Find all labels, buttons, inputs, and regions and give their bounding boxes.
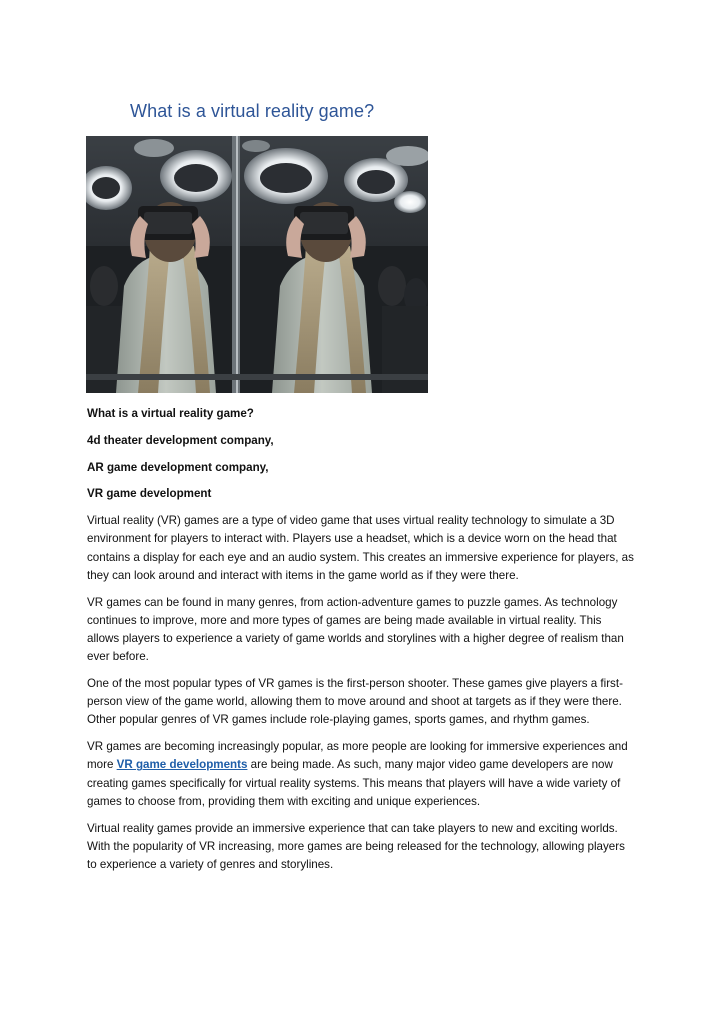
paragraph-1: Virtual reality (VR) games are a type of video game that uses virtual reality technology to simulate a 3D environment for players to interact with. Players use a headset, which is a device worn on the head that contains a display for each eye and an audio system. This creates an immersive experience for players, as they can look around and interact with items in the game world as if they were there. xyxy=(87,514,634,582)
paragraph-3: One of the most popular types of VR games is the first-person shooter. These games give players a first-person view of the game world, allowing them to move around and shoot at targets as if they were there. Other popular genres of VR games include role-playing games, sports games, and rhythm games. xyxy=(87,677,623,727)
heading-4d-theater: 4d theater development company, xyxy=(87,433,274,447)
paragraph-4-start: VR games are becoming increasingly popular, as more people are looking for immersive experiences and more xyxy=(87,740,628,772)
vr-game-developments-link[interactable]: VR game developments xyxy=(116,758,248,772)
heading-what-is-vr: What is a virtual reality game? xyxy=(87,407,254,420)
article-body xyxy=(87,405,635,883)
paragraph-5: Virtual reality games provide an immersive experience that can take players to new and exciting worlds. With the popularity of VR increasing, more games are being released for the technology, allowing players to experience a variety of genres and storylines. xyxy=(87,821,625,872)
paragraph-4-end: are being made. As such, many major video game developers are now creating games specifically for virtual reality systems. This means that players will have a wide variety of games to choose from, providing them with exciting and unique experiences. xyxy=(87,758,621,808)
heading-vr-game-development: VR game development xyxy=(87,487,212,501)
paragraph-4 xyxy=(87,738,635,811)
vr-photo xyxy=(86,136,428,393)
vr-photo-illustration xyxy=(86,136,428,393)
page-title: What is a virtual reality game? xyxy=(130,101,375,121)
heading-ar-game: AR game development company, xyxy=(87,460,269,474)
paragraph-2: VR games can be found in many genres, from action-adventure games to puzzle games. As technology continues to improve, more and more types of games are being made available in virtual reality. This allows players to experience a variety of game worlds and storylines with a higher degree of realism than ever before. xyxy=(87,595,624,664)
